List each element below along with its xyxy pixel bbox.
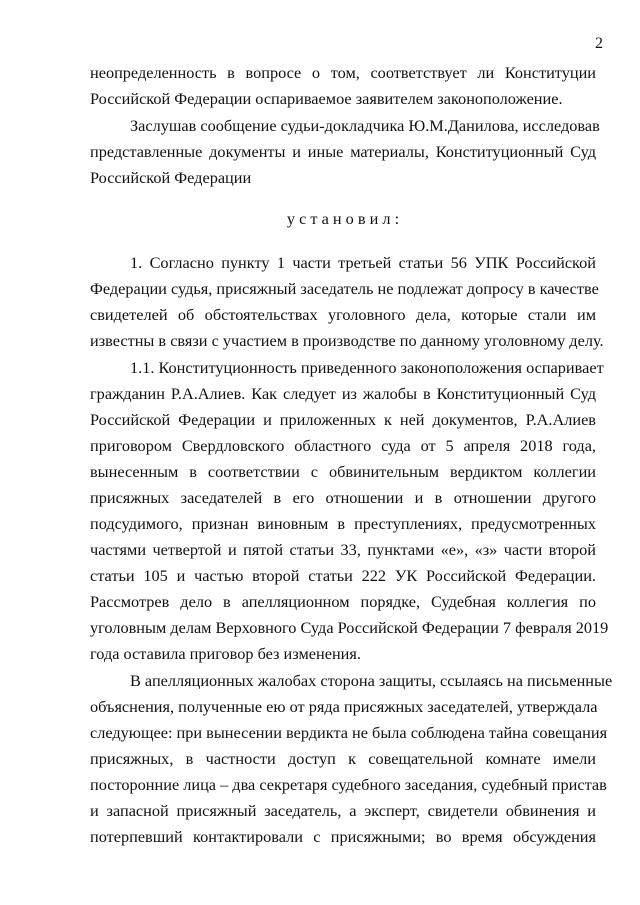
text-line: Российской Федерации bbox=[90, 168, 252, 187]
text-line: года оставила приговор без изменения. bbox=[90, 644, 361, 663]
text-line: неопределенность в вопросе о том, соответствует ли Конституции bbox=[90, 63, 596, 82]
text-line: 1. Согласно пункту 1 части третьей статьи 56 УПК Российской bbox=[130, 253, 596, 272]
section-heading: у с т а н о в и л : bbox=[286, 209, 400, 228]
text-line: гражданин Р.А.Алиев. Как следует из жалобы в Конституционный Суд bbox=[90, 384, 596, 403]
text-line: следующее: при вынесении вердикта не была соблюдена тайна совещания bbox=[90, 723, 608, 742]
text-line: присяжных заседателей в его отношении и в отношении другого bbox=[90, 488, 596, 507]
text-line: статьи 105 и частью второй статьи 222 УК Российской Федерации. bbox=[90, 566, 596, 585]
page-number: 2 bbox=[595, 35, 603, 52]
text-line: Рассмотрев дело в апелляционном порядке, Судебная коллегия по bbox=[90, 592, 596, 611]
text-line: посторонние лица – два секретаря судебного заседания, судебный пристав bbox=[90, 775, 607, 794]
text-line: потерпевший контактировали с присяжными; во время обсуждения bbox=[90, 827, 596, 846]
text-line: известны в связи с участием в производстве по данному уголовному делу. bbox=[90, 331, 604, 350]
text-line: и запасной присяжный заседатель, а эксперт, свидетели обвинения и bbox=[90, 801, 596, 820]
text-line: вынесенным в соответствии с обвинительным вердиктом коллегии bbox=[90, 462, 596, 481]
text-line: Заслушав сообщение судьи-докладчика Ю.М.Данилова, исследовав bbox=[130, 116, 600, 135]
text-line: приговором Свердловского областного суда от 5 апреля 2018 года, bbox=[90, 436, 596, 455]
text-line: подсудимого, признан виновным в преступлениях, предусмотренных bbox=[90, 514, 596, 533]
text-line: представленные документы и иные материалы, Конституционный Суд bbox=[90, 142, 596, 161]
text-line: свидетелей об обстоятельствах уголовного дела, которые стали им bbox=[90, 305, 596, 324]
text-line: Федерации судья, присяжный заседатель не подлежат допросу в качестве bbox=[90, 279, 599, 298]
text-line: Российской Федерации оспариваемое заявителем законоположение. bbox=[90, 89, 563, 108]
text-line: уголовным делам Верховного Суда Российской Федерации 7 февраля 2019 bbox=[90, 618, 609, 637]
text-line: Российской Федерации и приложенных к ней документов, Р.А.Алиев bbox=[90, 410, 596, 429]
text-line: В апелляционных жалобах сторона защиты, ссылаясь на письменные bbox=[130, 671, 613, 690]
text-line: объяснения, полученные ею от ряда присяжных заседателей, утверждала bbox=[90, 697, 598, 716]
text-line: 1.1. Конституционность приведенного законоположения оспаривает bbox=[130, 358, 604, 377]
text-line: присяжных, в частности доступ к совещательной комнате имели bbox=[90, 749, 596, 768]
text-line: частями четвертой и пятой статьи 33, пунктами «е», «з» части второй bbox=[90, 540, 596, 559]
